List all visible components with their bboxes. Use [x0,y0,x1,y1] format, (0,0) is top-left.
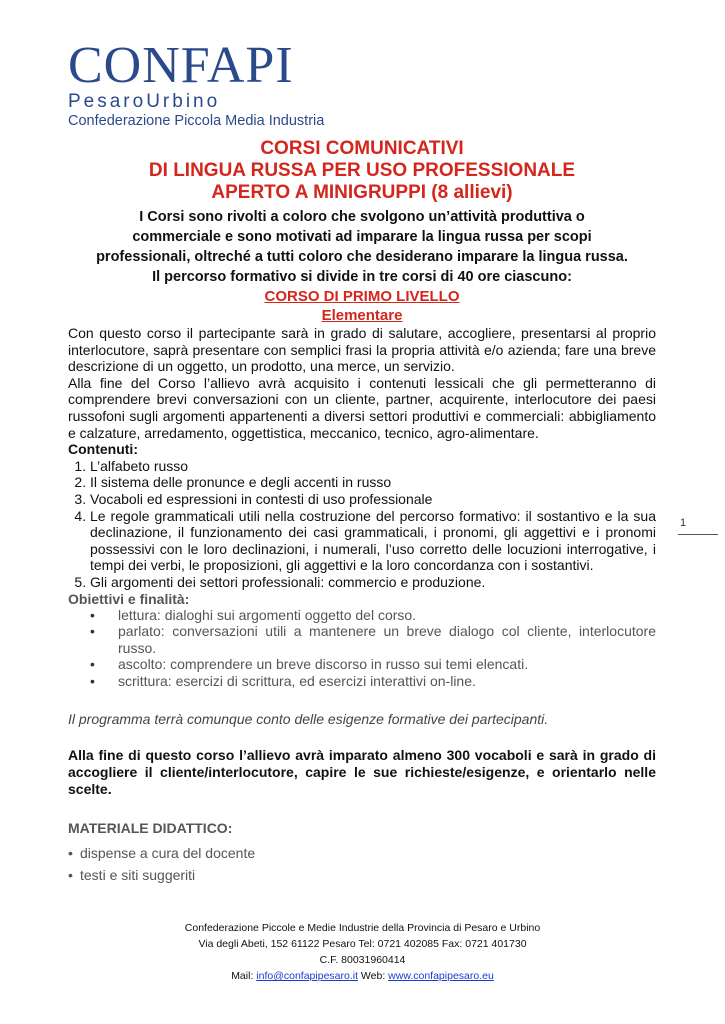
logo-main-text: CONFAPI [68,37,294,94]
list-item [68,864,656,886]
intro-line-2: commerciale e sono motivati ad imparare la lingua russa per scopi [132,229,592,245]
bullet-icon: • [90,656,95,673]
list-item [90,606,656,624]
intro-line-1: I Corsi sono rivolti a coloro che svolgono un’attività produttiva o [139,209,585,225]
list-item-text: parlato: conversazioni utili a mantenere un breve dialogo col cliente, interlocutore russo. [118,623,656,656]
list-item-text: ascolto: comprendere un breve discorso in russo sui temi elencati. [118,656,529,673]
footer-address: Via degli Abeti, 152 61122 Pesaro Tel: 0721 402085 Fax: 0721 401730 [198,938,527,950]
page-number-rule [678,534,718,535]
intro-line-3: professionali, oltreché a tutti coloro che desiderano imparare la lingua russa. [96,249,628,265]
list-item: 3. Vocaboli ed espressioni in contesti di uso professionale [90,491,656,508]
title-line-3: APERTO A MINIGRUPPI (8 allievi) [211,182,513,203]
course-name-heading: Elementare [321,307,403,324]
website-link[interactable]: www.confapipesaro.eu [388,970,494,982]
list-item-text: testi e siti suggeriti [80,867,196,884]
list-item-text: dispense a cura del docente [80,845,256,862]
title-line-1: CORSI COMUNICATIVI [260,138,464,159]
materiale-list [68,842,656,886]
footer-tax-code: C.F. 80031960414 [319,954,406,966]
footer-contacts [0,968,725,984]
list-item [68,842,656,864]
bullet-icon: • [90,623,95,640]
course-level-heading: CORSO DI PRIMO LIVELLO [264,288,460,305]
list-item: 1. L’alfabeto russo [90,458,656,475]
paragraph-outcomes: Alla fine del Corso l’allievo avrà acquisito i contenuti lessicali che gli permetteranno di comprendere brevi conversazioni con un cliente, partner, acquirente, interlocutore dei paesi russofoni sugli argomenti appartenenti a diversi settori produttivi e commerciali: abbigliamento e calzature, arredamento, oggettistica, meccanico, tecnico, agro-alimentare. [68,374,656,441]
contenuti-heading: Contenuti: [68,441,138,458]
list-item [90,656,656,673]
list-item: 5. Gli argomenti dei settori professionali: commercio e produzione. [90,574,656,591]
program-note: Il programma terrà comunque conto delle esigenze formative dei partecipanti. [68,711,549,728]
footer-organization: Confederazione Piccole e Medie Industrie della Provincia di Pesaro e Urbino [184,922,541,934]
list-item: 4. Le regole grammaticali utili nella costruzione del percorso formativo: il sostantivo e la sua declinazione, il funzionamento dei casi grammaticali, i pronomi, gli aggettivi e i pronomi possessivi con le loro declinazioni, i numerali, l’uso corretto delle locuzioni interrogative, i tempi dei verbi, le proposizioni, gli aggettivi e la loro concordanza con i sostantivi. [90,508,656,574]
document-body [68,138,656,886]
mail-label: Mail: [231,970,257,982]
intro-block [68,207,656,287]
contenuti-list [68,458,656,591]
title-line-2: DI LINGUA RUSSA PER USO PROFESSIONALE [148,160,576,181]
paragraph-description: Con questo corso il partecipante sarà in grado di salutare, accogliere, presentarsi al proprio interlocutore, saprà presentare con semplici frasi la propria attività e/o azienda; fare una breve descrizione di un oggetto, un prodotto, una merce, un servizio. [68,325,656,375]
page-number: 1 [680,517,687,529]
bullet-icon: • [68,867,73,884]
obiettivi-list [68,607,656,690]
email-link[interactable]: info@confapipesaro.it [256,970,358,982]
materiale-heading: MATERIALE DIDATTICO: [68,820,233,837]
bullet-icon: • [90,672,95,689]
final-statement: Alla fine di questo corso l’allievo avrà imparato almeno 300 vocaboli e sarà in grado di accogliere il cliente/interlocutore, capire le sue richieste/esigenze, e orientarlo nelle scelte. [68,747,656,798]
footer [0,920,725,984]
list-item [90,672,656,690]
list-item [90,623,656,656]
web-label: Web: [358,970,389,982]
logo-tagline: Confederazione Piccola Media Industria [68,113,325,129]
list-item-text: lettura: dialoghi sui argomenti oggetto del corso. [118,606,417,623]
list-item: 2. Il sistema delle pronunce e degli accenti in russo [90,474,656,491]
intro-line-4: Il percorso formativo si divide in tre corsi di 40 ore ciascuno: [152,269,572,285]
bullet-icon: • [90,606,95,623]
confapi-logo [68,37,325,130]
bullet-icon: • [68,845,73,862]
obiettivi-heading: Obiettivi e finalità: [68,590,190,607]
logo-sub-text: PesaroUrbino [68,91,221,112]
list-item-text: scrittura: esercizi di scrittura, ed esercizi interattivi on-line. [118,672,476,689]
